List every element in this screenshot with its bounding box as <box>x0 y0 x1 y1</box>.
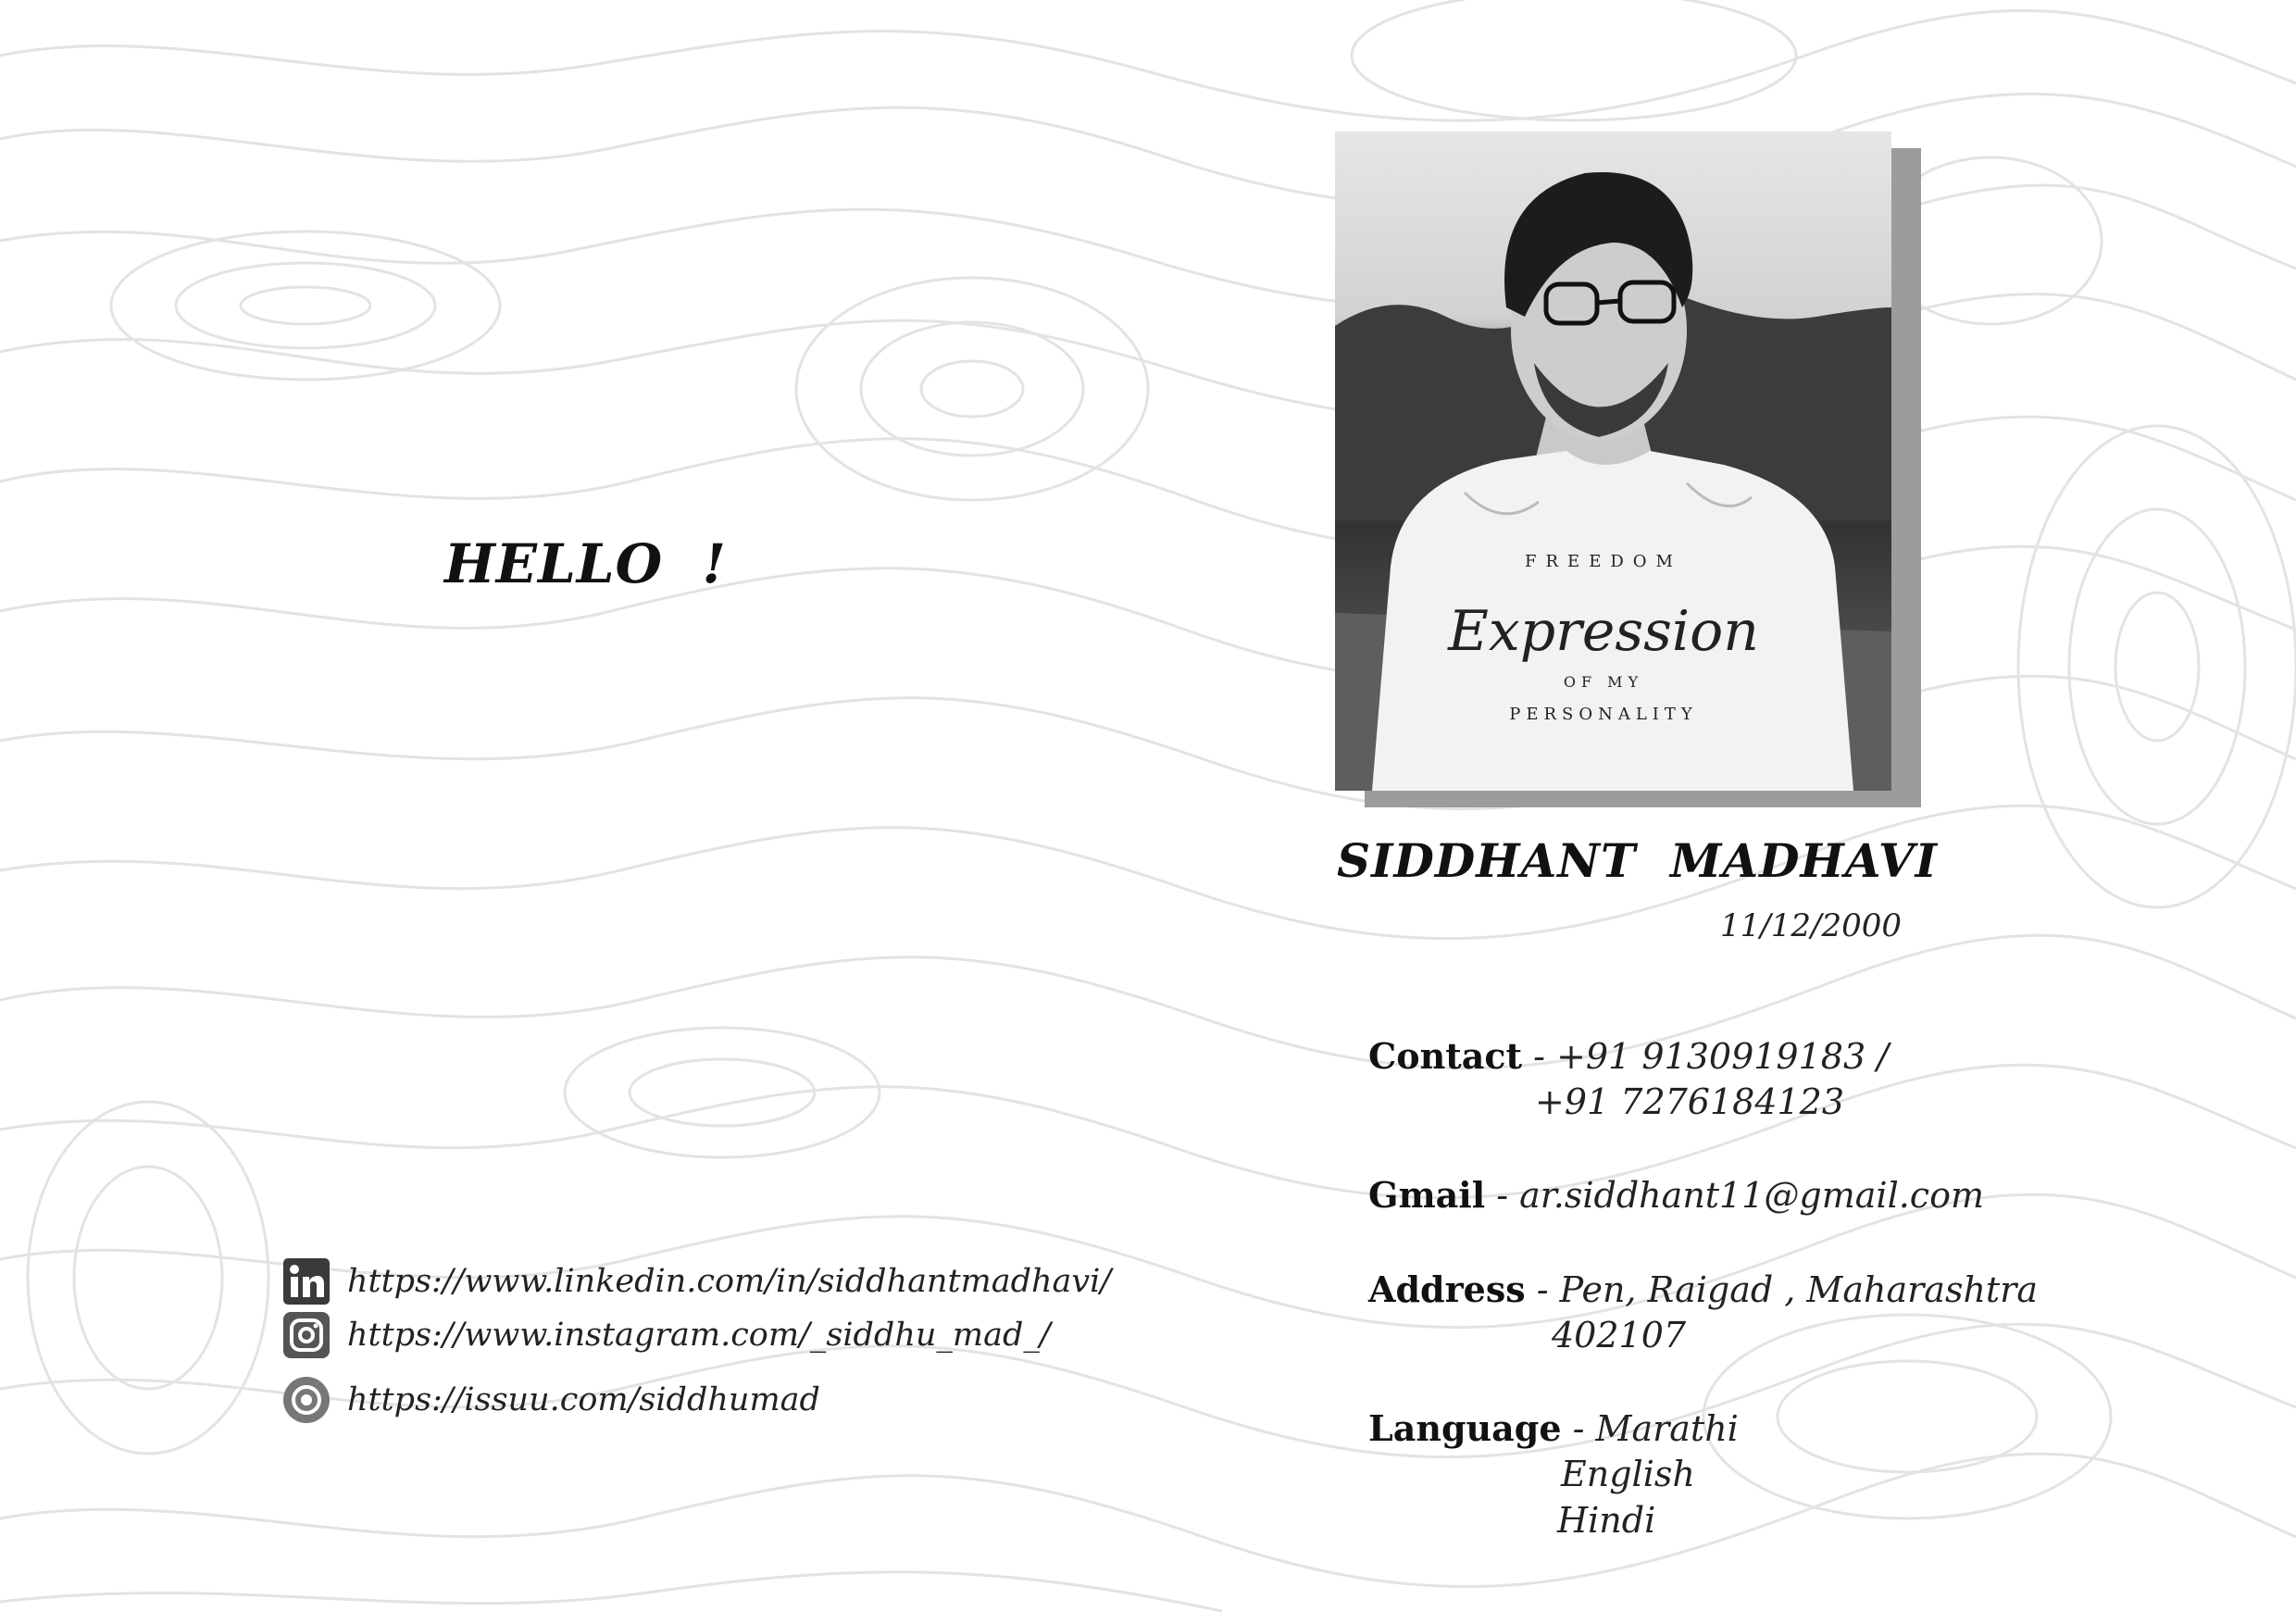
instagram-icon <box>282 1311 331 1359</box>
tshirt-print-line4: PERSONALITY <box>1509 705 1698 724</box>
address-line-1: Pen, Raigad , Maharashtra <box>1559 1269 2039 1310</box>
profile-photo-frame <box>1335 131 1922 811</box>
language-hindi: Hindi <box>1557 1500 1656 1541</box>
contact-row <box>1368 1035 1889 1077</box>
tshirt-print-line2: Expression <box>1448 599 1759 664</box>
issuu-url[interactable]: https://issuu.com/siddhumad <box>347 1381 820 1418</box>
language-label: Language <box>1368 1407 1562 1449</box>
social-link-linkedin[interactable] <box>282 1257 1111 1305</box>
profile-name: SIDDHANT MADHAVI <box>1337 833 1939 888</box>
hello-heading: HELLO ! <box>444 532 727 595</box>
social-link-instagram[interactable] <box>282 1311 1051 1359</box>
language-separator: - <box>1561 1408 1596 1449</box>
contact-separator: - <box>1522 1036 1557 1077</box>
contact-phone-1: +91 9130919183 / <box>1556 1036 1890 1077</box>
contact-phone-2: +91 7276184123 <box>1535 1081 1845 1122</box>
instagram-url[interactable]: https://www.instagram.com/_siddhu_mad_/ <box>347 1317 1051 1354</box>
gmail-address[interactable]: ar.siddhant11@gmail.com <box>1519 1175 1985 1216</box>
contact-label: Contact <box>1368 1035 1523 1077</box>
address-line-2: 402107 <box>1552 1315 1687 1355</box>
gmail-row <box>1368 1174 1984 1216</box>
language-marathi: Marathi <box>1595 1408 1739 1449</box>
tshirt-print-line1: FREEDOM <box>1525 552 1682 571</box>
social-link-issuu[interactable] <box>282 1376 820 1424</box>
gmail-separator: - <box>1485 1175 1520 1216</box>
profile-photo <box>1335 131 1891 791</box>
date-of-birth: 11/12/2000 <box>1720 907 1902 944</box>
tshirt-print-line3: OF MY <box>1563 673 1644 691</box>
address-row <box>1368 1268 2038 1310</box>
language-english: English <box>1561 1454 1695 1494</box>
linkedin-url[interactable]: https://www.linkedin.com/in/siddhantmadhavi/ <box>347 1263 1112 1300</box>
issuu-icon <box>282 1376 331 1424</box>
portrait-image <box>1335 131 1891 791</box>
gmail-label: Gmail <box>1368 1174 1486 1216</box>
language-row <box>1368 1407 1739 1449</box>
address-separator: - <box>1525 1269 1560 1310</box>
linkedin-icon <box>282 1257 331 1305</box>
address-label: Address <box>1368 1268 1526 1310</box>
